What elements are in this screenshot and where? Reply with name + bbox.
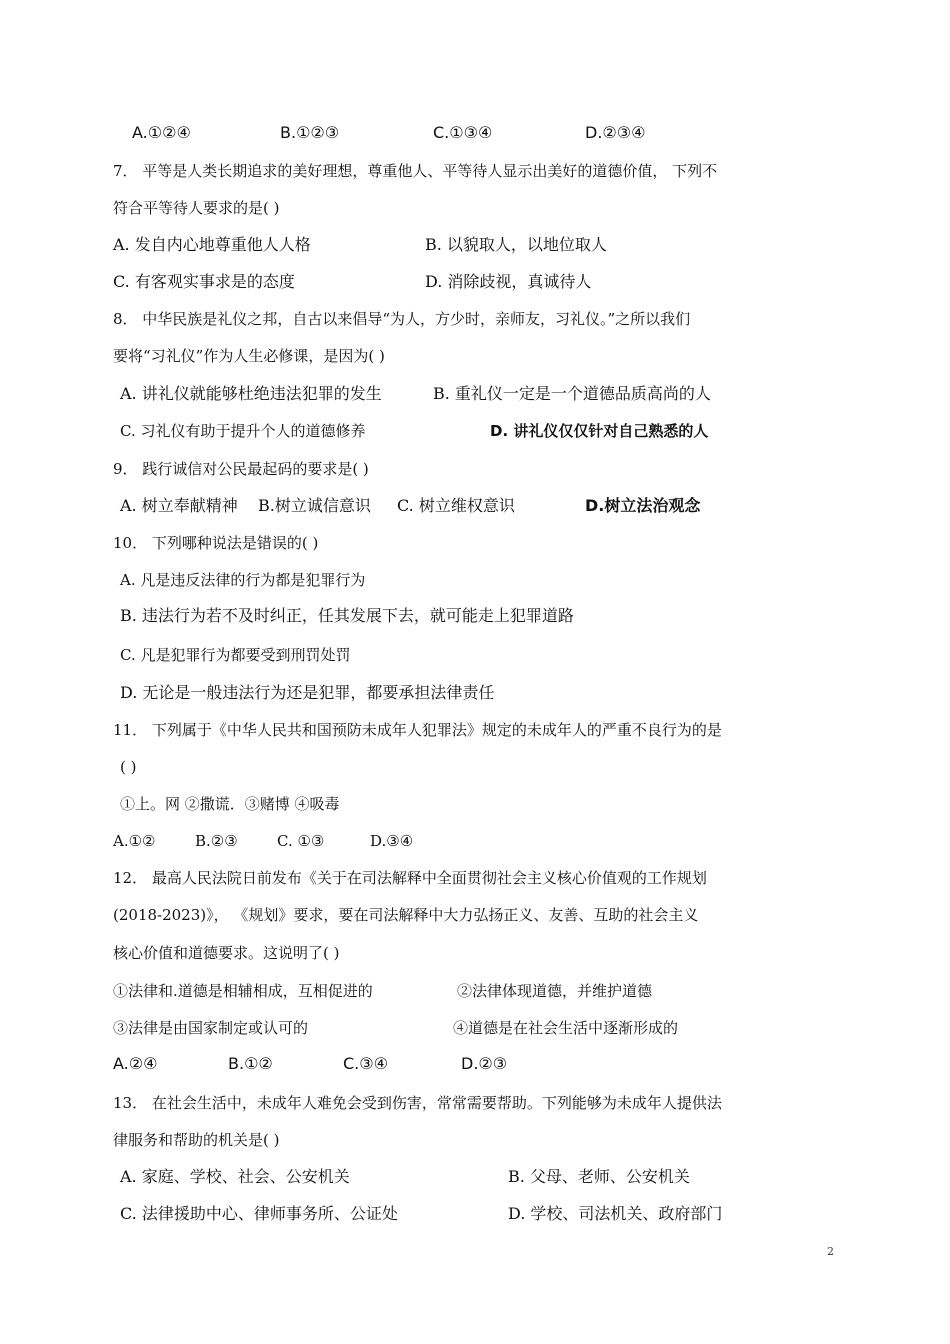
- q8-option-c: C. 习礼仪有助于提升个人的道德修养: [120, 422, 366, 440]
- q12-item-2: ②法律体现道德，并维护道德: [457, 982, 653, 1000]
- q12-option-a: A.②④: [113, 1054, 158, 1073]
- q11-option-c: C. ①③: [277, 832, 325, 850]
- page-number: 2: [827, 1245, 834, 1258]
- q11-option-a: A.①②: [113, 832, 156, 850]
- q13-option-c: C. 法律援助中心、律师事务所、公证处: [120, 1204, 398, 1223]
- q8-option-a: A. 讲礼仪就能够杜绝违法犯罪的发生: [120, 384, 382, 403]
- q10-option-c: C. 凡是犯罪行为都要受到刑罚处罚: [120, 646, 351, 664]
- q12-item-4: ④道德是在社会生活中逐渐形成的: [453, 1019, 679, 1037]
- q8-stem-line1: 8． 中华民族是礼仪之邦，自古以来倡导“为人，方少时，亲师友，习礼仪。”之所以我们: [113, 310, 691, 328]
- q13-option-d: D. 学校、司法机关、政府部门: [508, 1204, 723, 1223]
- q10-option-b: B. 违法行为若不及时纠正，任其发展下去，就可能走上犯罪道路: [120, 606, 574, 625]
- q11-stem-line2: ( ): [120, 758, 137, 776]
- q8-option-b: B. 重礼仪一定是一个道德品质高尚的人: [433, 384, 711, 403]
- q6-option-a: A.①②④: [132, 123, 191, 142]
- q7-option-a: A. 发自内心地尊重他人人格: [113, 235, 311, 254]
- q12-option-d: D.②③: [461, 1054, 508, 1073]
- q8-stem-line2: 要将“习礼仪”作为人生必修课，是因为( ): [113, 347, 385, 365]
- q7-option-d: D. 消除歧视，真诚待人: [425, 272, 592, 291]
- q6-option-b: B.①②③: [280, 123, 340, 142]
- q12-option-b: B.①②: [228, 1054, 273, 1073]
- q7-option-c: C. 有客观实事求是的态度: [113, 272, 295, 291]
- q12-stem-line3: 核心价值和道德要求。这说明了( ): [113, 944, 340, 962]
- q7-option-b: B. 以貌取人，以地位取人: [425, 235, 607, 254]
- q12-stem-line2: (2018-2023)》， 《规划》要求，要在司法解释中大力弘扬正义、友善、互助的社会主义: [113, 906, 699, 924]
- q10-option-d: D. 无论是一般违法行为还是犯罪，都要承担法律责任: [120, 683, 495, 702]
- q13-stem-line2: 律服务和帮助的机关是( ): [113, 1131, 280, 1149]
- q6-option-c: C.①③④: [433, 123, 493, 142]
- q9-option-c: C. 树立维权意识: [397, 496, 515, 515]
- q11-option-b: B.②③: [195, 832, 238, 850]
- q13-option-a: A. 家庭、学校、社会、公安机关: [120, 1167, 350, 1186]
- q12-stem-line1: 12． 最高人民法院日前发布《关于在司法解释中全面贯彻社会主义核心价值观的工作规划: [113, 869, 707, 887]
- q10-stem: 10． 下列哪种说法是错误的( ): [113, 534, 319, 552]
- q7-stem-line1: 7． 平等是人类长期追求的美好理想，尊重他人、平等待人显示出美好的道德价值， 下列不: [113, 162, 718, 180]
- q11-items: ①上。网 ②撒谎．③赌博 ④吸毒: [120, 795, 340, 813]
- q13-stem-line1: 13． 在社会生活中，未成年人难免会受到伤害，常常需要帮助。下列能够为未成年人提供法: [113, 1094, 722, 1112]
- q7-stem-line2: 符合平等待人要求的是( ): [113, 199, 280, 217]
- q9-option-d: D.树立法治观念: [585, 496, 701, 515]
- q8-option-d: D. 讲礼仪仅仅针对自己熟悉的人: [490, 422, 709, 440]
- q9-stem: 9． 践行诚信对公民最起码的要求是( ): [113, 460, 369, 478]
- q9-option-b: B.树立诚信意识: [258, 496, 371, 515]
- q6-option-d: D.②③④: [585, 123, 646, 142]
- q11-stem-line1: 11． 下列属于《中华人民共和国预防未成年人犯罪法》规定的未成年人的严重不良行为的是: [113, 721, 722, 739]
- q12-option-c: C.③④: [343, 1054, 388, 1073]
- q12-item-1: ①法律和.道德是相辅相成，互相促进的: [113, 982, 373, 1000]
- q11-option-d: D.③④: [370, 832, 414, 850]
- q10-option-a: A. 凡是违反法律的行为都是犯罪行为: [120, 571, 366, 589]
- q9-option-a: A. 树立奉献精神: [120, 496, 238, 515]
- q12-item-3: ③法律是由国家制定或认可的: [113, 1019, 309, 1037]
- q13-option-b: B. 父母、老师、公安机关: [508, 1167, 690, 1186]
